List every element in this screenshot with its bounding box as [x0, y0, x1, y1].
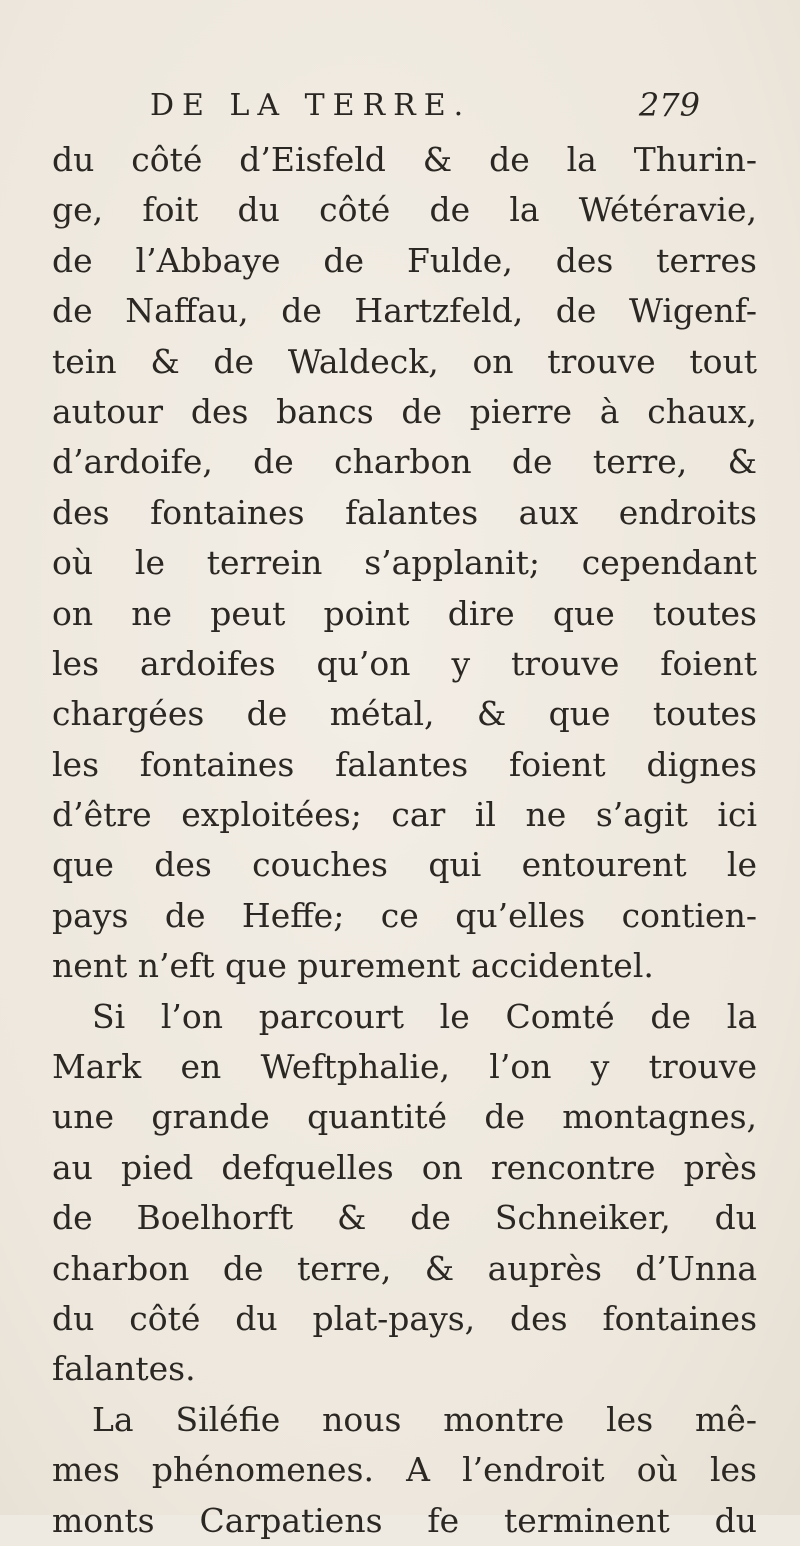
text-line: autour des bancs de pierre à chaux, — [52, 391, 757, 431]
text-line: une grande quantité de montagnes, — [52, 1097, 757, 1137]
page-number: 279 — [638, 86, 700, 124]
text-line: on ne peut point dire que toutes — [52, 593, 757, 633]
text-line: tein & de Waldeck, on trouve tout — [52, 341, 757, 381]
text-line: du côté d’Eisfeld & de la Thurin- — [52, 140, 757, 179]
body-text — [52, 135, 757, 1546]
text-line: ge, foit du côté de la Wétéravie, — [52, 190, 757, 230]
text-line: d’ardoife, de charbon de terre, & — [52, 442, 757, 482]
text-line: que des couches qui entourent le — [52, 845, 757, 885]
text-line: Mark en Weftphalie, l’on y trouve — [52, 1047, 757, 1087]
text-line: pays de Heffe; ce qu’elles contien- — [52, 895, 757, 935]
page-header — [140, 78, 700, 138]
text-line: nent n’eft que purement accidentel. — [52, 946, 654, 986]
text-line: des fontaines falantes aux endroits — [52, 492, 757, 532]
text-line: de Boelhorft & de Schneiker, du — [52, 1198, 757, 1238]
text-line: de Naffau, de Hartzfeld, de Wigenf- — [52, 291, 757, 331]
text-line: du côté du plat-pays, des fontaines — [52, 1298, 757, 1338]
text-line: où le terrein s’applanit; cependant — [52, 543, 757, 583]
text-line: Si l’on parcourt le Comté de la — [92, 996, 757, 1036]
text-line: falantes. — [52, 1349, 196, 1389]
text-line: monts Carpatiens fe terminent du — [52, 1500, 757, 1540]
text-line: chargées de métal, & que toutes — [52, 694, 757, 734]
text-line: les fontaines falantes foient dignes — [52, 744, 757, 784]
text-line: mes phénomenes. A l’endroit où les — [52, 1450, 757, 1490]
text-line: d’être exploitées; car il ne s’agit ici — [52, 795, 757, 835]
running-head: DE LA TERRE. — [150, 88, 472, 123]
text-line: les ardoifes qu’on y trouve foient — [52, 643, 757, 683]
text-line: charbon de terre, & auprès d’Unna — [52, 1248, 757, 1288]
text-line: La Siléfie nous montre les mê- — [92, 1399, 757, 1439]
text-line: au pied defquelles on rencontre près — [52, 1147, 757, 1187]
text-line: de l’Abbaye de Fulde, des terres — [52, 240, 757, 280]
